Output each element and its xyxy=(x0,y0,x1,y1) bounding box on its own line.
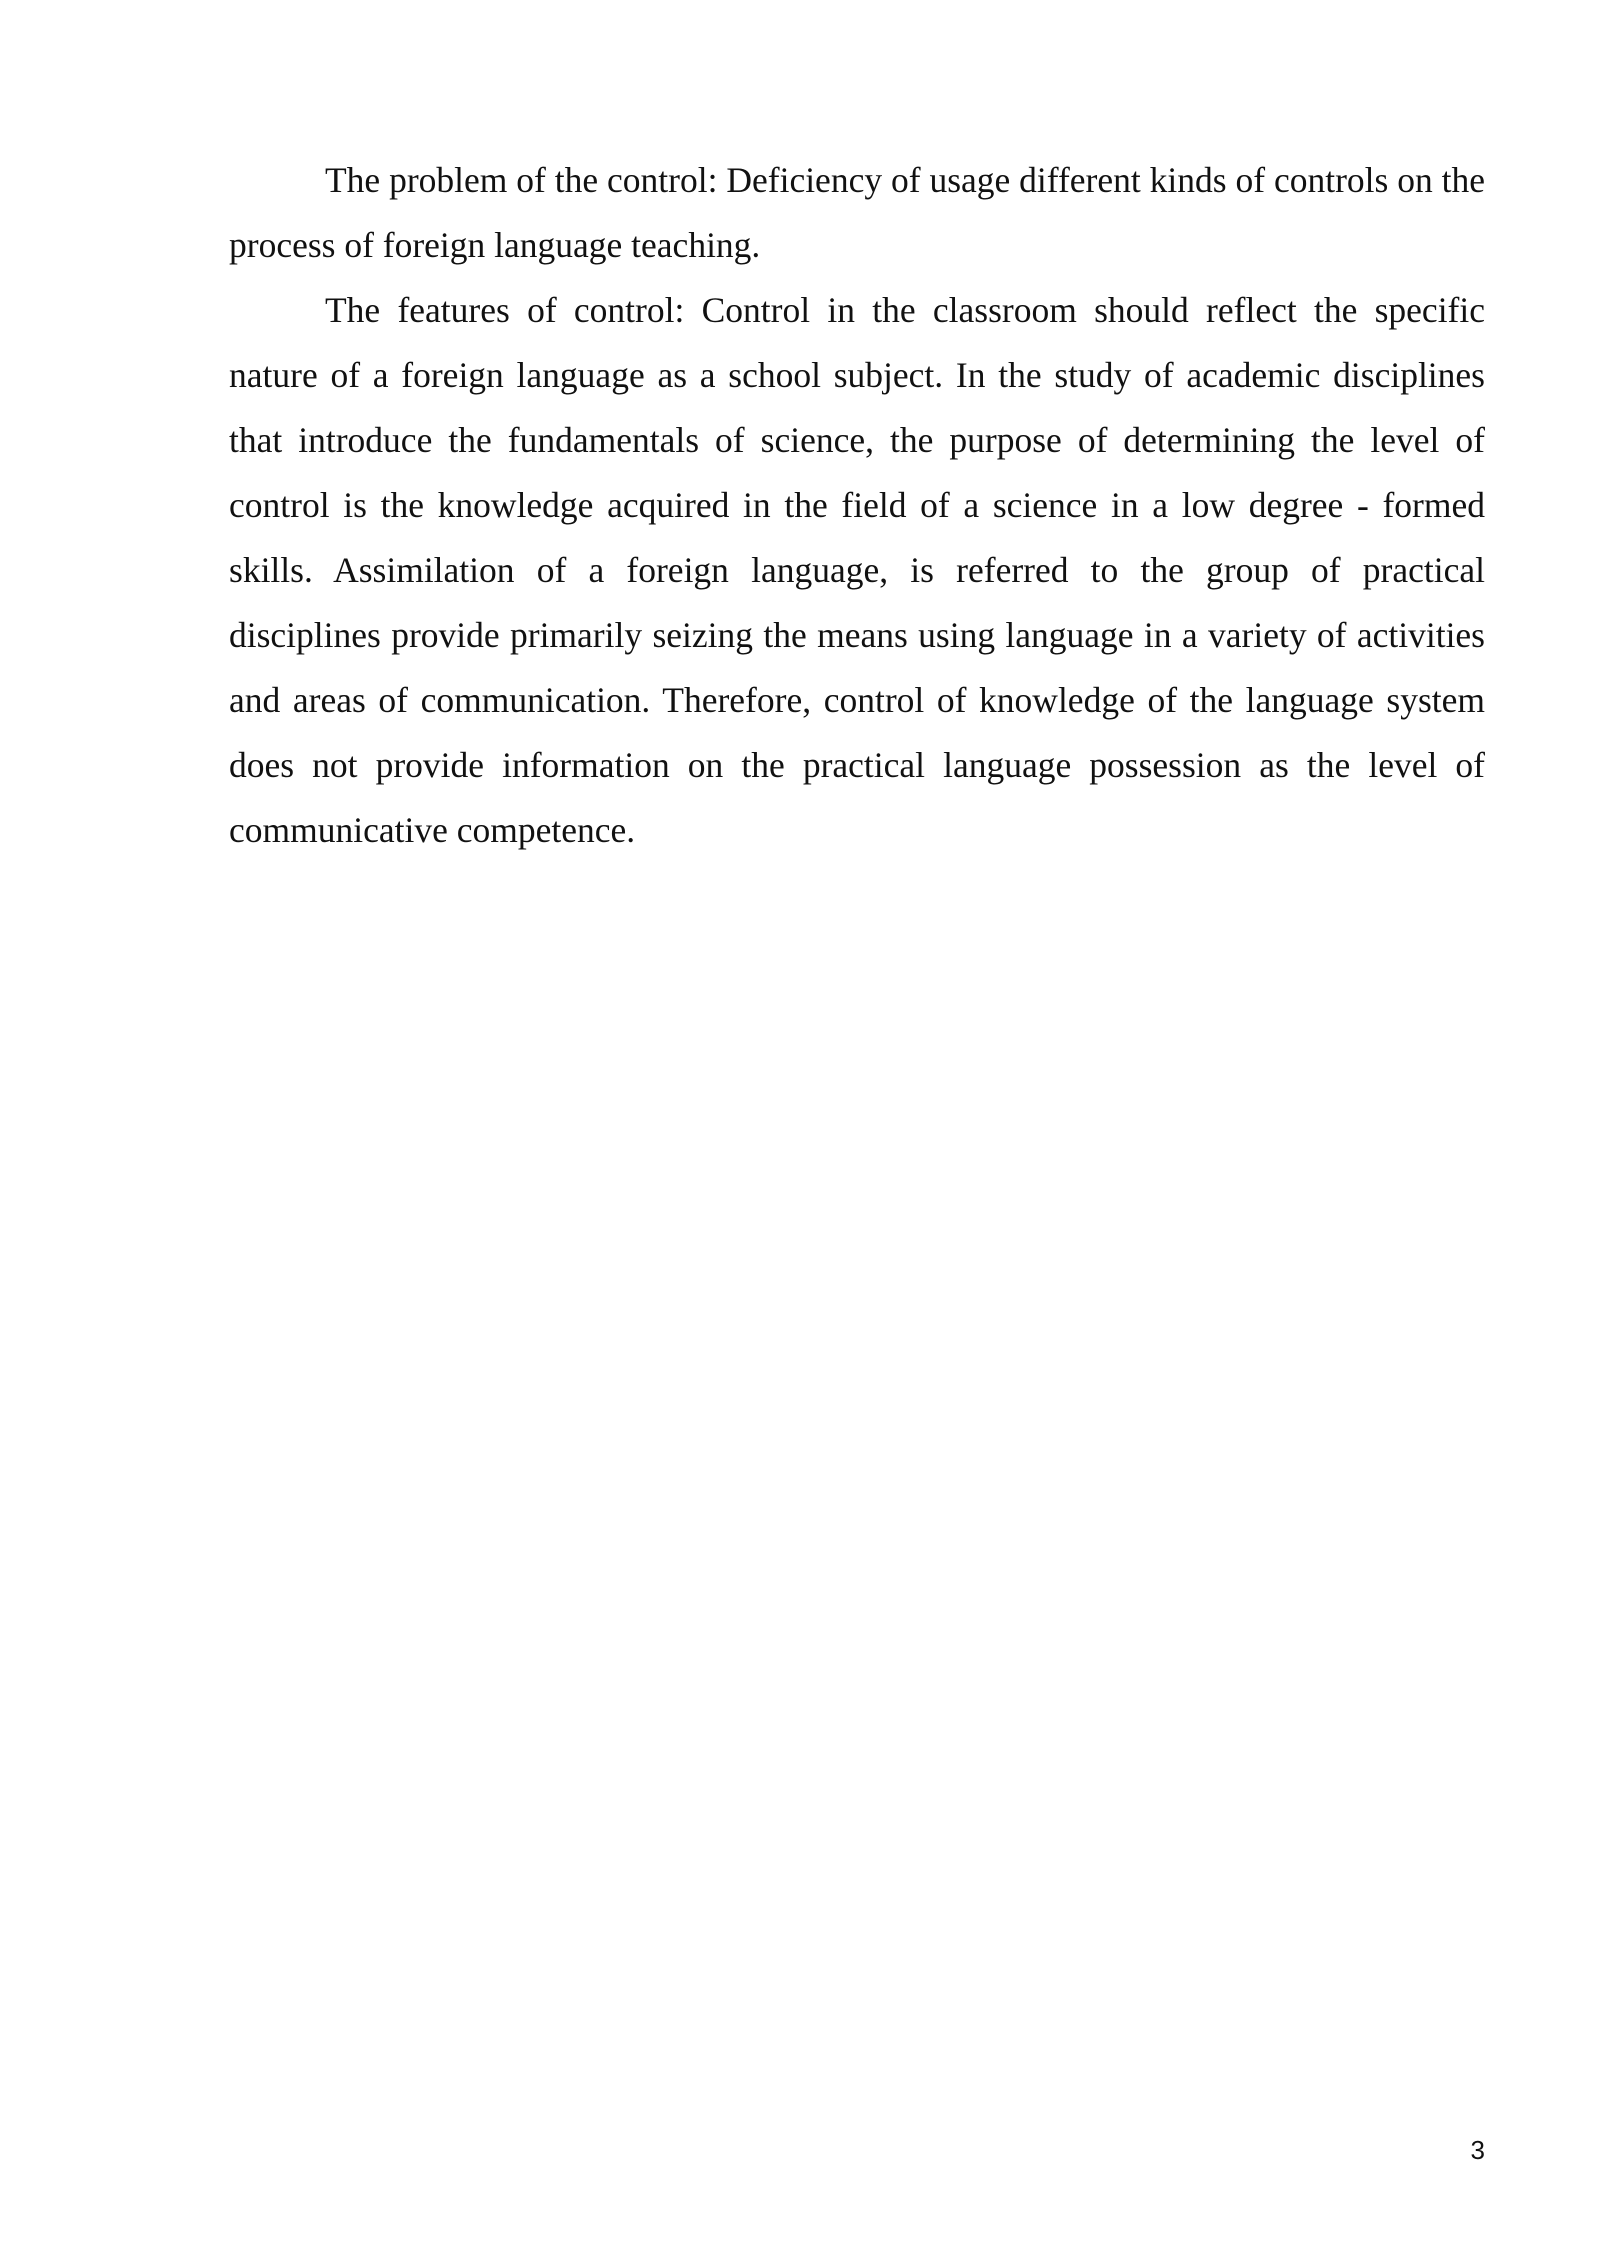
paragraph-features-of-control: The features of control: Control in the classroom should reflect the specific nature of a foreign language as a school subject. In the study of academic disciplines that introduce the fundamentals of science, the purpose of determining the level of control is the knowledge acquired in the field of a science in a low degree - formed skills. Assimilation of a foreign language, is referred to the group of practical disciplines provide primarily seizing the means using language in a variety of activities and areas of communication. Therefore, control of knowledge of the language system does not provide information on the practical language possession as the level of communicative competence. xyxy=(229,290,1485,850)
paragraph-problem-of-control: The problem of the control: Deficiency of usage different kinds of controls on the process of foreign language teaching. xyxy=(229,160,1485,265)
body-text xyxy=(229,148,1485,863)
page-number: 3 xyxy=(1470,2135,1485,2165)
